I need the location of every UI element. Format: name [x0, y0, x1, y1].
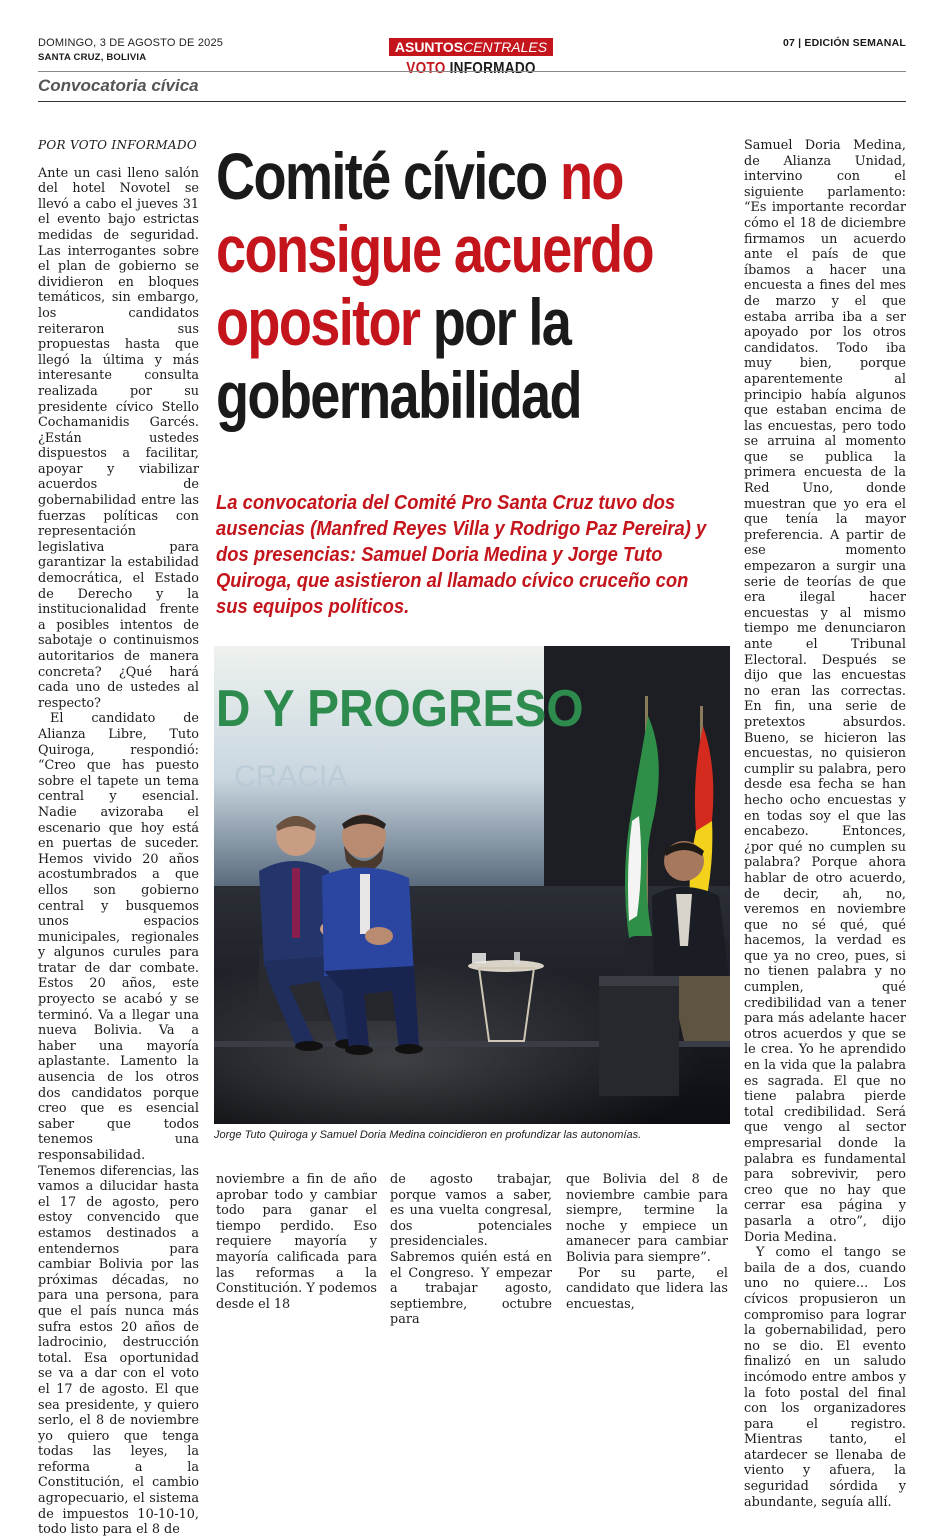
headline [216, 140, 716, 432]
column-2 [216, 1172, 377, 1312]
article-photo [214, 646, 730, 1124]
paragraph: Ante un casi lleno salón del hotel Novotel se llevó a cabo el jueves 31 el evento bajo estrictas medidas de seguridad. Las interrogantes sobre el plan de gobierno se dividieron en bloques temáticos, sin embargo, los candidatos reiteraron sus propuestas hasta que llegó la última y más interesante consulta realizada por su presidente cívico Stello Cochamanidis Garcés. ¿Están ustedes dispuestos a facilitar, apoyar y viabilizar acuerdos de gobernabilidad entre las fuerzas políticas con representación legislativa para garantizar la estabilidad democrática, el Estado de Derecho y la institucionalidad frente a posibles intentos de sabotaje o continuismos autoritarios de manera concreta? ¿Qué hará cada uno de ustedes al respecto? [38, 165, 199, 711]
paragraph: noviembre a fin de año aprobar todo y cambiar todo para ganar el tiempo perdido. Eso requiere mayoría y mayoría calificada para las reformas a la Constitución. Y podemos desde el 18 [216, 1172, 377, 1312]
brand-italic: CENTRALES [463, 39, 548, 55]
brand [381, 38, 561, 78]
podium [599, 976, 679, 1096]
headline-part-2: no consigue acuerdo opositor [216, 139, 653, 359]
byline: POR VOTO INFORMADO [38, 138, 197, 152]
brand-box [389, 38, 553, 56]
edition-date: DOMINGO, 3 DE AGOSTO DE 2025 [38, 37, 224, 49]
paragraph: que Bolivia del 8 de noviembre cambie para siempre, termine la noche y empiece un amanecer para cambiar Bolivia para siempre”. [566, 1172, 728, 1265]
column-5 [744, 138, 906, 1510]
paragraph: Y como el tango se baila de a dos, cuando uno no quiere... Los cívicos propusieron un compromiso para lograr la gobernabilidad, pero no se dio. El evento finalizó en un saludo incómodo entre ambos y la foto postal del final con los organizadores para el registro. Mientras tanto, el atardecer se llenaba de viento y afuera, la seguridad sórdida y abundante, seguía allí. [744, 1245, 906, 1510]
paragraph: Por su parte, el candidato que lidera las encuestas, [566, 1265, 728, 1312]
banner-small: CRACIA [234, 760, 348, 793]
headline-part-1: Comité cívico [216, 139, 560, 213]
brand-sub-a: VOTO [406, 60, 446, 77]
photo-caption: Jorge Tuto Quiroga y Samuel Doria Medina coincidieron en profundizar las autonomías. [214, 1129, 642, 1141]
lead-paragraph: La convocatoria del Comité Pro Santa Cruz tuvo dos ausencias (Manfred Reyes Villa y Rodrigo Paz Pereira) y dos presencias: Samuel Doria Medina y Jorge Tuto Quiroga, que asistieron al llamado cívico cruceño con sus equipos políticos. [216, 492, 707, 618]
section-rule [38, 101, 906, 102]
brand-sub-b: INFORMADO [449, 60, 536, 77]
masthead-left [38, 37, 223, 63]
paragraph: de agosto trabajar, porque vamos a saber, es una vuelta congresal, dos potenciales presidenciales. Sabremos quién está en el Congreso. Y empezar a trabajar agosto, septiembre, octubre para [390, 1172, 552, 1328]
section-title: Convocatoria cívica [38, 76, 199, 95]
brand-main: ASUNTOS [394, 39, 464, 55]
edition-city: SANTA CRUZ, BOLIVIA [38, 52, 147, 63]
photo-illustration [214, 646, 730, 1124]
banner-text: D Y PROGRESO [215, 679, 584, 738]
header-rule [38, 71, 906, 72]
page-info: 07 | EDICIÓN SEMANAL [782, 37, 906, 49]
column-4 [566, 1172, 728, 1312]
column-3 [390, 1172, 552, 1328]
brand-sub [395, 60, 548, 78]
column-1 [38, 138, 199, 1538]
headline-part-3: por la gobernabilidad [216, 285, 581, 432]
paragraph: El candidato de Alianza Libre, Tuto Quiroga, respondió: “Creo que has puesto sobre el tapete un tema central y esencial. Nadie avizoraba el escenario que hoy está en puertas de suceder. Hemos vivido 20 años acostumbrados a que ellos son gobierno central y busquemos unos espacios municipales, regionales y algunos curules para tratar de dar combate. Estos 20 años, este proyecto se acabó y se terminó. Va a llegar una nueva Bolivia. Va a haber una mayoría aplastante. Lamento la ausencia de los otros dos candidatos porque creo que es esencial saber que todos tenemos una responsabilidad. Tenemos diferencias, las vamos a dilucidar hasta el 17 de agosto, pero estoy convencido que estamos destinados a entendernos para cambiar Bolivia por las próximas décadas, no para una persona, para que el país nunca más sufra estos 20 años de ladrocinio, destrucción total. Esa oportunidad se va a dar con el voto el 17 de agosto. El que sea presidente, y quiero serlo, el 8 de noviembre yo quiero que tenga todas las leyes, la reforma a la Constitución, el cambio agropecuario, el sistema de impuestos 10-10-10, todo listo para el 8 de [38, 711, 199, 1538]
paragraph: Samuel Doria Medina, de Alianza Unidad, intervino con el siguiente parlamento: “Es importante recordar cómo el 18 de diciembre firmamos un acuerdo ante el país de que íbamos a hacer una encuesta a fines del mes de marzo y el que estaba arriba iba a ser apoyado por los otros candidatos. Todo iba muy bien, porque aparentemente al principio había algunos que estaban encima de las encuestas, pero todo se arruina al momento que se publica la primera encuesta de la Red Uno, donde muestran que yo era el que tenía la mayor preferencia. A partir de ese momento empezaron a surgir una serie de teorías de que era ilegal hacer encuestas y al mismo tiempo me denunciaron ante el Tribunal Electoral. Después se dijo que las encuestas no eran las correctas. En fin, una serie de pretextos absurdos. Bueno, se hicieron las encuestas, no quisieron cumplir su palabra, pero desde esa fecha se han hecho ocho encuestas y en todas soy el que las encabezo. Entonces, ¿por qué no cumplen su palabra? Porque ahora hablar de otro acuerdo, de decir, ah, no, veremos en noviembre que no sé qué, qué hacemos, la verdad es que ya no creo, pues, si no tienen palabra y no cumplen, qué credibilidad van a tener para más adelante hacer otros acuerdos y que se le crea. Yo he aprendido en la vida que la palabra es sagrada. El que no tiene palabra pierde total credibilidad. Será que vengo al sector empresarial donde la palabra es fundamental para sobrevivir, pero creo que no hay que cerrar esa página y pasarla a otro”, dijo Doria Medina. [744, 138, 906, 1245]
